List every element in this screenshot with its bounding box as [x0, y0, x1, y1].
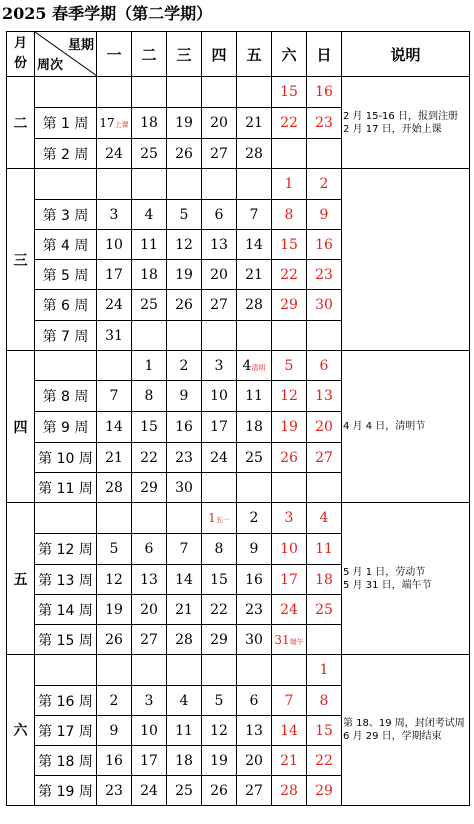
- week-cell: 第 9 周: [35, 412, 97, 443]
- week-cell: 第 3 周: [35, 200, 97, 230]
- day-cell: [132, 655, 167, 686]
- day-cell: 23: [307, 260, 342, 290]
- day-cell: [272, 655, 307, 686]
- day-cell: 25: [167, 776, 202, 806]
- week-cell: 第 4 周: [35, 230, 97, 260]
- day-cell: 22: [272, 108, 307, 139]
- notes-cell-may: [342, 503, 470, 655]
- day-cell: 16: [167, 412, 202, 443]
- week-cell: 第 8 周: [35, 381, 97, 412]
- day-cell: 23: [97, 776, 132, 806]
- day-cell: 8: [272, 200, 307, 230]
- day-number: 31: [274, 632, 290, 647]
- day-cell: 6: [202, 200, 237, 230]
- day-cell: 20: [237, 746, 272, 776]
- day-cell: [132, 77, 167, 108]
- day-cell: [97, 655, 132, 686]
- day-cell: 24: [272, 595, 307, 625]
- day-cell: 20: [202, 108, 237, 139]
- day-cell: 31: [97, 321, 132, 351]
- day-cell: [97, 169, 132, 200]
- day-cell: 25: [307, 595, 342, 625]
- day-cell: [167, 655, 202, 686]
- day-cell: 11: [237, 381, 272, 412]
- week-cell: 第 16 周: [35, 686, 97, 716]
- day-number: 1: [208, 511, 216, 525]
- day-cell: 9: [97, 716, 132, 746]
- day-cell: 26: [202, 776, 237, 806]
- day-cell: 27: [132, 625, 167, 655]
- week-cell: [35, 503, 97, 534]
- day-header-sat: 六: [272, 32, 307, 77]
- day-cell: 27: [202, 290, 237, 321]
- week-cell: 第 14 周: [35, 595, 97, 625]
- week-cell: [35, 351, 97, 381]
- day-cell: 21: [167, 595, 202, 625]
- day-cell: 7: [97, 381, 132, 412]
- day-cell: 3: [272, 503, 307, 534]
- day-cell: 11: [132, 230, 167, 260]
- day-cell: 11: [167, 716, 202, 746]
- day-cell: 21: [237, 108, 272, 139]
- day-cell: [272, 625, 307, 655]
- day-cell: 3: [202, 351, 237, 381]
- month-header-label: 月份: [13, 36, 27, 71]
- day-cell: 20: [202, 260, 237, 290]
- day-cell: 28: [237, 290, 272, 321]
- star-label: 星期: [67, 38, 94, 53]
- day-cell: 10: [202, 381, 237, 412]
- day-cell: 3: [132, 686, 167, 716]
- day-cell: 3: [97, 200, 132, 230]
- day-cell: 17: [97, 260, 132, 290]
- week-cell: [35, 169, 97, 200]
- day-cell: 24: [132, 776, 167, 806]
- day-cell: 5: [167, 200, 202, 230]
- day-cell: [237, 655, 272, 686]
- day-cell: 4: [167, 686, 202, 716]
- day-cell: [237, 169, 272, 200]
- day-cell: 2: [167, 351, 202, 381]
- day-cell: 28: [237, 139, 272, 169]
- week-cell: [35, 655, 97, 686]
- day-cell: 1: [307, 655, 342, 686]
- day-cell: 6: [307, 351, 342, 381]
- notes-cell-jun: [342, 655, 470, 806]
- day-cell: 10: [97, 230, 132, 260]
- day-cell: 17: [202, 412, 237, 443]
- notes-cell-mar: [342, 169, 470, 351]
- day-cell: 1: [132, 351, 167, 381]
- day-cell: 15: [272, 77, 307, 108]
- week-cell: [35, 77, 97, 108]
- day-header-thu: 四: [202, 32, 237, 77]
- day-cell: 6: [132, 534, 167, 565]
- day-number: 4: [242, 357, 252, 374]
- day-cell: [97, 108, 132, 139]
- day-cell: [167, 321, 202, 351]
- table-row: [7, 503, 470, 534]
- day-cell: [202, 503, 237, 534]
- day-cell: [202, 655, 237, 686]
- day-cell: 14: [272, 716, 307, 746]
- day-cell: 22: [307, 746, 342, 776]
- day-cell: 26: [97, 625, 132, 655]
- holiday-annotation: 端午: [289, 637, 304, 646]
- day-cell: 27: [202, 139, 237, 169]
- week-cell: 第 13 周: [35, 565, 97, 595]
- note-line: 5 月 1 日，劳动节: [343, 566, 426, 578]
- day-cell: 2: [307, 169, 342, 200]
- day-cell: 28: [272, 776, 307, 806]
- page-title: 2025 春季学期（第二学期）: [2, 4, 213, 23]
- day-cell: 13: [132, 565, 167, 595]
- month-label-apr: 四: [7, 351, 35, 503]
- note-line: 4 月 4 日，清明节: [343, 421, 426, 432]
- day-cell: 16: [307, 230, 342, 260]
- day-cell: 15: [132, 412, 167, 443]
- day-cell: 25: [132, 290, 167, 321]
- day-cell: [202, 169, 237, 200]
- day-cell: 16: [237, 565, 272, 595]
- day-cell: 4: [132, 200, 167, 230]
- day-cell: 12: [272, 381, 307, 412]
- day-cell: [307, 321, 342, 351]
- day-cell: 10: [132, 716, 167, 746]
- day-cell: 6: [237, 686, 272, 716]
- day-cell: 27: [307, 443, 342, 473]
- day-cell: [307, 625, 342, 655]
- day-cell: 19: [202, 746, 237, 776]
- day-cell: 5: [97, 534, 132, 565]
- day-cell: [97, 77, 132, 108]
- day-cell: 23: [307, 108, 342, 139]
- day-cell: 15: [272, 230, 307, 260]
- day-cell: 16: [97, 746, 132, 776]
- holiday-annotation: 清明: [251, 363, 266, 372]
- day-cell: 14: [97, 412, 132, 443]
- day-cell: 26: [167, 290, 202, 321]
- day-cell: [307, 473, 342, 503]
- day-cell: 5: [202, 686, 237, 716]
- day-number: 17: [99, 116, 115, 130]
- note-line: 第 18、19 周，封闭考试周: [343, 718, 465, 729]
- month-label-feb: 二: [7, 77, 35, 169]
- note-line: 6 月 29 日，学期结束: [343, 731, 442, 742]
- day-header-wed: 三: [167, 32, 202, 77]
- semester-calendar-table: [6, 31, 470, 806]
- day-cell: 24: [202, 443, 237, 473]
- day-cell: 19: [272, 412, 307, 443]
- day-cell: 29: [272, 290, 307, 321]
- day-cell: 18: [307, 565, 342, 595]
- week-cell: 第 2 周: [35, 139, 97, 169]
- week-cell: 第 12 周: [35, 534, 97, 565]
- day-cell: 17: [272, 565, 307, 595]
- day-cell: [202, 77, 237, 108]
- month-label-jun: 六: [7, 655, 35, 806]
- day-cell: [272, 321, 307, 351]
- day-cell: 21: [237, 260, 272, 290]
- day-header-tue: 二: [132, 32, 167, 77]
- day-cell: 19: [167, 260, 202, 290]
- month-label-may: 五: [7, 503, 35, 655]
- day-cell: 17: [132, 746, 167, 776]
- week-cell: 第 19 周: [35, 776, 97, 806]
- day-cell: 8: [202, 534, 237, 565]
- day-cell: 12: [167, 230, 202, 260]
- day-cell: 7: [272, 686, 307, 716]
- table-row: [7, 169, 470, 200]
- day-cell: 22: [272, 260, 307, 290]
- day-cell: 15: [202, 565, 237, 595]
- day-cell: 18: [132, 260, 167, 290]
- day-cell: 25: [132, 139, 167, 169]
- day-cell: 21: [97, 443, 132, 473]
- note-line: 2 月 17 日，开始上课: [343, 123, 442, 135]
- day-cell: [132, 503, 167, 534]
- day-cell: 7: [237, 200, 272, 230]
- day-cell: 8: [307, 686, 342, 716]
- day-cell: 26: [167, 139, 202, 169]
- day-cell: 4: [307, 503, 342, 534]
- table-row: [7, 77, 470, 108]
- month-header: [7, 32, 35, 77]
- day-cell: 16: [307, 77, 342, 108]
- day-header-mon: 一: [97, 32, 132, 77]
- day-cell: [132, 169, 167, 200]
- month-label-mar: 三: [7, 169, 35, 351]
- day-cell: 20: [132, 595, 167, 625]
- table-row: [7, 655, 470, 686]
- week-cell: 第 1 周: [35, 108, 97, 139]
- week-cell: 第 18 周: [35, 746, 97, 776]
- day-cell: 30: [307, 290, 342, 321]
- day-cell: 30: [237, 625, 272, 655]
- day-cell: 23: [167, 443, 202, 473]
- day-cell: 7: [167, 534, 202, 565]
- day-cell: 24: [97, 290, 132, 321]
- day-cell: [202, 473, 237, 503]
- day-cell: 8: [132, 381, 167, 412]
- day-cell: [272, 473, 307, 503]
- day-cell: [237, 473, 272, 503]
- day-cell: 9: [167, 381, 202, 412]
- day-cell: 29: [307, 776, 342, 806]
- week-cell: 第 7 周: [35, 321, 97, 351]
- table-row: [7, 351, 470, 381]
- day-cell: 13: [237, 716, 272, 746]
- day-cell: [167, 169, 202, 200]
- day-cell: 22: [132, 443, 167, 473]
- day-cell: [202, 321, 237, 351]
- day-cell: 21: [272, 746, 307, 776]
- holiday-annotation: 五一: [215, 516, 230, 524]
- notes-header: 说明: [342, 32, 470, 77]
- day-cell: 24: [97, 139, 132, 169]
- day-cell: 14: [237, 230, 272, 260]
- notes-cell-apr: [342, 351, 470, 503]
- day-cell: 11: [307, 534, 342, 565]
- day-cell: 27: [237, 776, 272, 806]
- day-cell: 9: [237, 534, 272, 565]
- day-cell: 2: [237, 503, 272, 534]
- day-cell: 19: [97, 595, 132, 625]
- day-cell: 5: [272, 351, 307, 381]
- day-cell: 22: [202, 595, 237, 625]
- day-cell: 15: [307, 716, 342, 746]
- day-cell: 28: [97, 473, 132, 503]
- day-annotation: 上课: [114, 121, 129, 129]
- week-cell: 第 5 周: [35, 260, 97, 290]
- day-cell: [272, 139, 307, 169]
- day-cell: 18: [132, 108, 167, 139]
- day-cell: [97, 351, 132, 381]
- day-cell: [307, 139, 342, 169]
- day-cell: 12: [202, 716, 237, 746]
- day-cell: 18: [167, 746, 202, 776]
- day-cell: [97, 503, 132, 534]
- day-header-fri: 五: [237, 32, 272, 77]
- day-cell: 2: [97, 686, 132, 716]
- day-cell: [237, 77, 272, 108]
- day-cell: [167, 77, 202, 108]
- day-cell: 26: [272, 443, 307, 473]
- day-cell: [237, 321, 272, 351]
- note-line: 5 月 31 日，端午节: [343, 579, 432, 591]
- day-cell: 10: [272, 534, 307, 565]
- day-cell: 18: [237, 412, 272, 443]
- week-cell: 第 11 周: [35, 473, 97, 503]
- header-row: [7, 32, 470, 77]
- note-line: 2 月 15-16 日，报到注册: [343, 110, 458, 122]
- day-cell: 29: [132, 473, 167, 503]
- day-cell: 28: [167, 625, 202, 655]
- week-cell: 第 10 周: [35, 443, 97, 473]
- day-cell: 1: [272, 169, 307, 200]
- day-cell: 12: [97, 565, 132, 595]
- week-cell: 第 6 周: [35, 290, 97, 321]
- notes-cell-feb: [342, 77, 470, 169]
- day-cell: 30: [167, 473, 202, 503]
- week-day-diagonal-header: [35, 32, 97, 77]
- day-cell: 9: [307, 200, 342, 230]
- day-cell: 19: [167, 108, 202, 139]
- day-cell: 25: [237, 443, 272, 473]
- day-cell: [132, 321, 167, 351]
- week-label: 周次: [37, 58, 64, 73]
- day-cell: 23: [237, 595, 272, 625]
- day-cell: 13: [202, 230, 237, 260]
- day-cell: 14: [167, 565, 202, 595]
- day-cell: [237, 351, 272, 381]
- week-cell: 第 17 周: [35, 716, 97, 746]
- day-header-sun: 日: [307, 32, 342, 77]
- day-cell: 13: [307, 381, 342, 412]
- day-cell: 29: [202, 625, 237, 655]
- day-cell: [167, 503, 202, 534]
- week-cell: 第 15 周: [35, 625, 97, 655]
- day-cell: 20: [307, 412, 342, 443]
